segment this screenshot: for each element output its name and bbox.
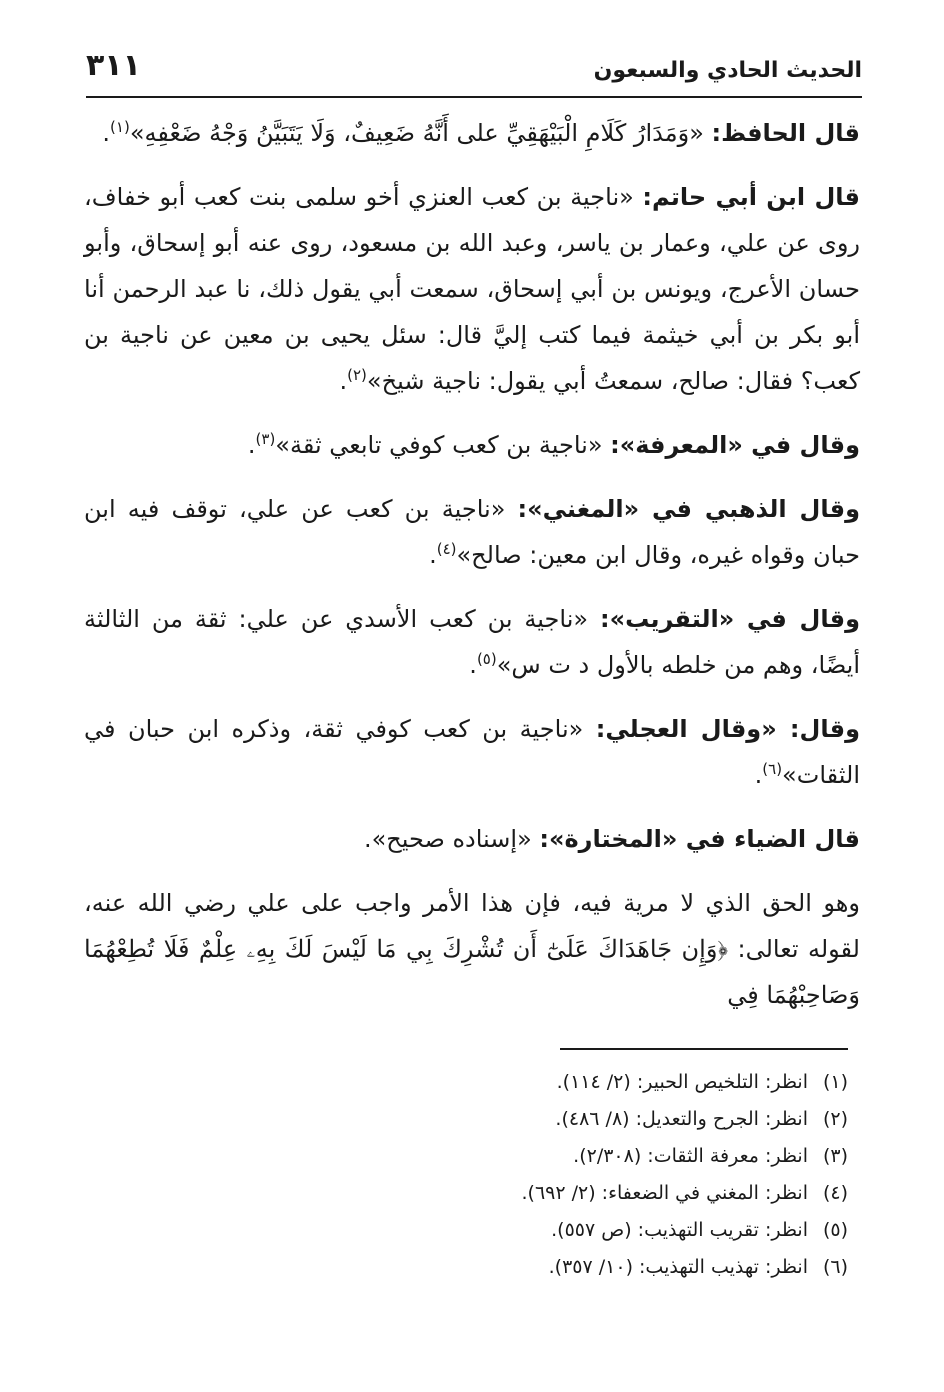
paragraph-tail: . [339,367,348,395]
paragraph-ibn-abi-hatim [84,174,860,404]
paragraph-tail: . [102,119,111,147]
closing-text: وهو الحق الذي لا مرية فيه، فإن هذا الأمر واجب على علي رضي الله عنه، لقوله تعالى: [84,889,860,963]
footnote-item [428,1212,848,1249]
footnote-item [428,1138,848,1175]
footnote-text: انظر: المغني في الضعفاء: (٢/ ٦٩٢). [521,1182,808,1204]
header-divider [86,96,862,98]
footnote-ref: (٣) [255,430,276,448]
paragraph-tail: . [469,651,477,679]
paragraph-text: «ناجية بن كعب كوفي ثقة، وذكره ابن حبان في الثقات» [84,715,860,789]
paragraph-hafiz [84,110,860,156]
quran-verse: ﴿وَإِن جَاهَدَاكَ عَلَىٰٓ أَن تُشْرِكَ بِي مَا لَيْسَ لَكَ بِهِۦ عِلْمٌ فَلَا تُطِعْهُمَا وَصَاحِبْهُمَا فِي [84,935,860,1009]
paragraph-closing [84,880,860,1018]
footnote-ref: (٤) [436,540,457,558]
paragraph-lead: قال الضياء في «المختارة»: [539,825,860,853]
footnote-text: انظر: معرفة الثقات: (٢/٣٠٨). [573,1145,808,1167]
footnote-number: (٤) [822,1182,848,1204]
footnote-text: انظر: التلخيص الحبير: (٢/ ١١٤). [556,1071,808,1093]
paragraph-tail: . [429,541,437,569]
paragraph-text: «وَمَدَارُ كَلَامِ الْبَيْهَقِيِّ على أَنَّهُ ضَعِيفٌ، وَلَا يَتَبَيَّنُ وَجْهُ ضَعْفِهِ» [129,119,712,147]
footnote-ref: (٦) [762,760,783,778]
footnote-divider [560,1048,848,1050]
footnote-number: (٦) [822,1256,848,1278]
paragraph-ijli [84,706,860,798]
footnote-item [428,1175,848,1212]
paragraph-lead: قال الحافظ: [711,119,860,147]
paragraph-taqrib [84,596,860,688]
paragraph-lead: وقال: «وقال العجلي: [595,715,860,743]
running-title: الحديث الحادي والسبعون [593,58,862,83]
paragraph-lead: وقال الذهبي في «المغني»: [517,495,860,523]
footnote-text: انظر: الجرح والتعديل: (٨/ ٤٨٦). [555,1108,808,1130]
footnote-number: (٢) [822,1108,848,1130]
footnote-ref: (٢) [347,366,367,384]
page-header [86,40,862,94]
paragraph-text: «إسناده صحيح». [363,825,540,853]
paragraph-lead: وقال في «المعرفة»: [610,431,860,459]
footnote-text: انظر: تهذيب التهذيب: (١٠/ ٣٥٧). [548,1256,808,1278]
paragraph-text: «ناجية بن كعب الأسدي عن علي: ثقة من الثالثة أيضًا، وهم من خلطه بالأول د ت س» [84,605,860,679]
paragraph-tail: . [247,431,256,459]
paragraph-marifa [84,422,860,468]
paragraph-text: «ناجية بن كعب عن علي، توقف فيه ابن حبان وقواه غيره، وقال ابن معين: صالح» [84,495,860,569]
footnote-number: (٥) [822,1219,848,1241]
footnote-number: (١) [822,1071,848,1093]
paragraph-text: «ناجية بن كعب العنزي أخو سلمى بنت كعب أبو خفاف، روى عن علي، وعمار بن ياسر، وعبد الله بن مسعود، روى عنه أبو إسحاق، وأبو حسان الأعرج، ويونس بن أبي إسحاق، سمعت أبي يقول ذلك، نا عبد الرحمن أنا أبو بكر بن أبي خيثمة فيما كتب إليَّ قال: سئل يحيى بن معين عن ناجية بن كعب؟ فقال: صالح، سمعتُ أبي يقول: ناجية شيخ» [84,183,860,395]
footnote-ref: (١) [110,118,130,136]
footnote-number: (٣) [822,1145,848,1167]
footnote-item [428,1101,848,1138]
footnotes [428,1064,848,1286]
paragraph-text: «ناجية بن كعب كوفي تابعي ثقة» [275,431,611,459]
footnote-text: انظر: تقريب التهذيب: (ص ٥٥٧). [551,1219,808,1241]
paragraph-tail: . [754,761,763,789]
footnote-item [428,1249,848,1286]
paragraph-lead: قال ابن أبي حاتم: [642,183,860,211]
paragraph-diya [84,816,860,862]
main-text [84,110,860,1036]
page-number: ٣١١ [86,48,141,83]
footnote-ref: (٥) [476,650,497,668]
paragraph-lead: وقال في «التقريب»: [599,605,861,633]
paragraph-dhahabi [84,486,860,578]
footnote-item [428,1064,848,1101]
